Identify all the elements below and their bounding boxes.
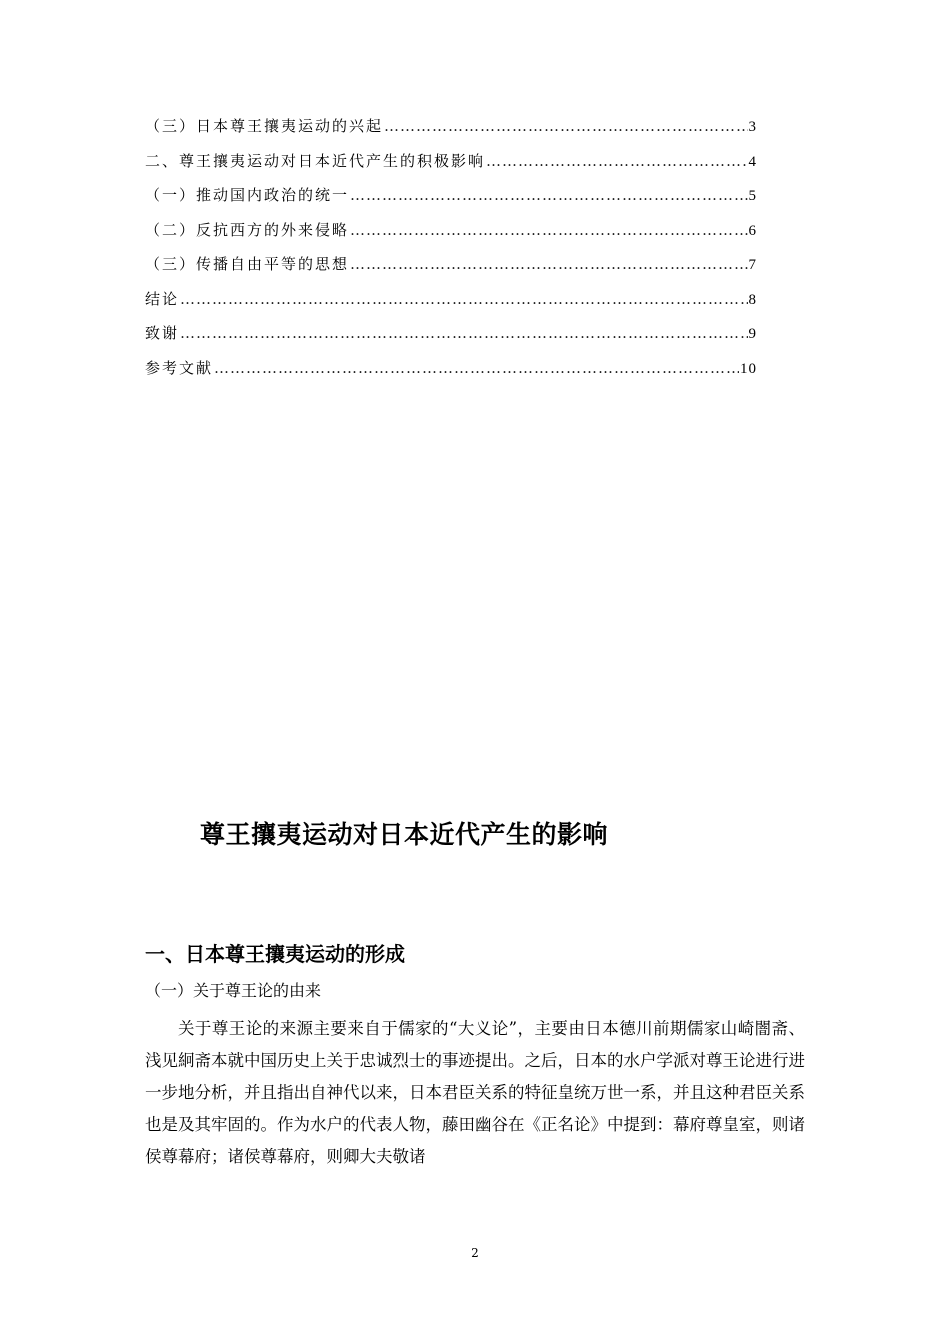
toc-entry-title: （三）传播自由平等的思想 xyxy=(145,255,350,273)
toc-entry-page: 8 xyxy=(748,291,757,308)
toc-entry-title: 结论 xyxy=(145,289,180,308)
section-heading: 一、日本尊王攘夷运动的形成 xyxy=(145,942,405,966)
toc-dot-leader xyxy=(180,290,747,308)
toc-entry-page: 5 xyxy=(748,188,757,204)
toc-entry-title: 致谢 xyxy=(145,324,180,342)
toc-entry-title: （二）反抗西方的外来侵略 xyxy=(145,220,350,239)
toc-entry-page: 9 xyxy=(748,326,757,342)
toc-dot-leader xyxy=(180,324,747,342)
toc-entry[interactable] xyxy=(145,115,757,150)
toc-dot-leader xyxy=(350,186,747,204)
subsection-heading: （一）关于尊王论的由来 xyxy=(145,981,322,1000)
toc-entry-page: 3 xyxy=(748,119,757,135)
toc-entry-page: 7 xyxy=(748,257,757,273)
table-of-contents xyxy=(145,115,757,391)
toc-dot-leader xyxy=(350,221,747,239)
toc-entry[interactable] xyxy=(145,288,757,323)
toc-entry[interactable] xyxy=(145,357,757,392)
toc-dot-leader xyxy=(350,255,747,273)
toc-entry-title: 参考文献 xyxy=(145,358,214,377)
toc-entry-page: 6 xyxy=(748,222,757,239)
toc-entry[interactable] xyxy=(145,253,757,288)
page-number: 2 xyxy=(471,1246,479,1260)
toc-entry-title: （三）日本尊王攘夷运动的兴起 xyxy=(145,117,384,135)
toc-entry[interactable] xyxy=(145,219,757,254)
toc-dot-leader xyxy=(384,117,747,135)
toc-entry-title: 二、尊王攘夷运动对日本近代产生的积极影响 xyxy=(145,151,486,170)
toc-entry-title: （一）推动国内政治的统一 xyxy=(145,186,350,204)
toc-dot-leader xyxy=(214,359,739,377)
toc-entry[interactable] xyxy=(145,150,757,185)
toc-entry-page: 4 xyxy=(748,153,757,170)
body-paragraph: 关于尊王论的来源主要来自于儒家的“大义论”，主要由日本德川前期儒家山崎闇斋、浅见絅斋本就中国历史上关于忠诚烈士的事迹提出。之后，日本的水户学派对尊王论进行进一步地分析，并且指出自神代以来，日本君臣关系的特征皇统万世一系，并且这种君臣关系也是及其牢固的。作为水户的代表人物，藤田幽谷在《正名论》中提到：幕府尊皇室，则诸侯尊幕府；诸侯尊幕府，则卿大夫敬诸 xyxy=(145,1019,805,1166)
toc-entry[interactable] xyxy=(145,184,757,219)
toc-dot-leader xyxy=(486,152,747,170)
document-title: 尊王攘夷运动对日本近代产生的影响 xyxy=(200,820,609,849)
toc-entry-page: 10 xyxy=(740,360,757,377)
toc-entry[interactable] xyxy=(145,322,757,357)
